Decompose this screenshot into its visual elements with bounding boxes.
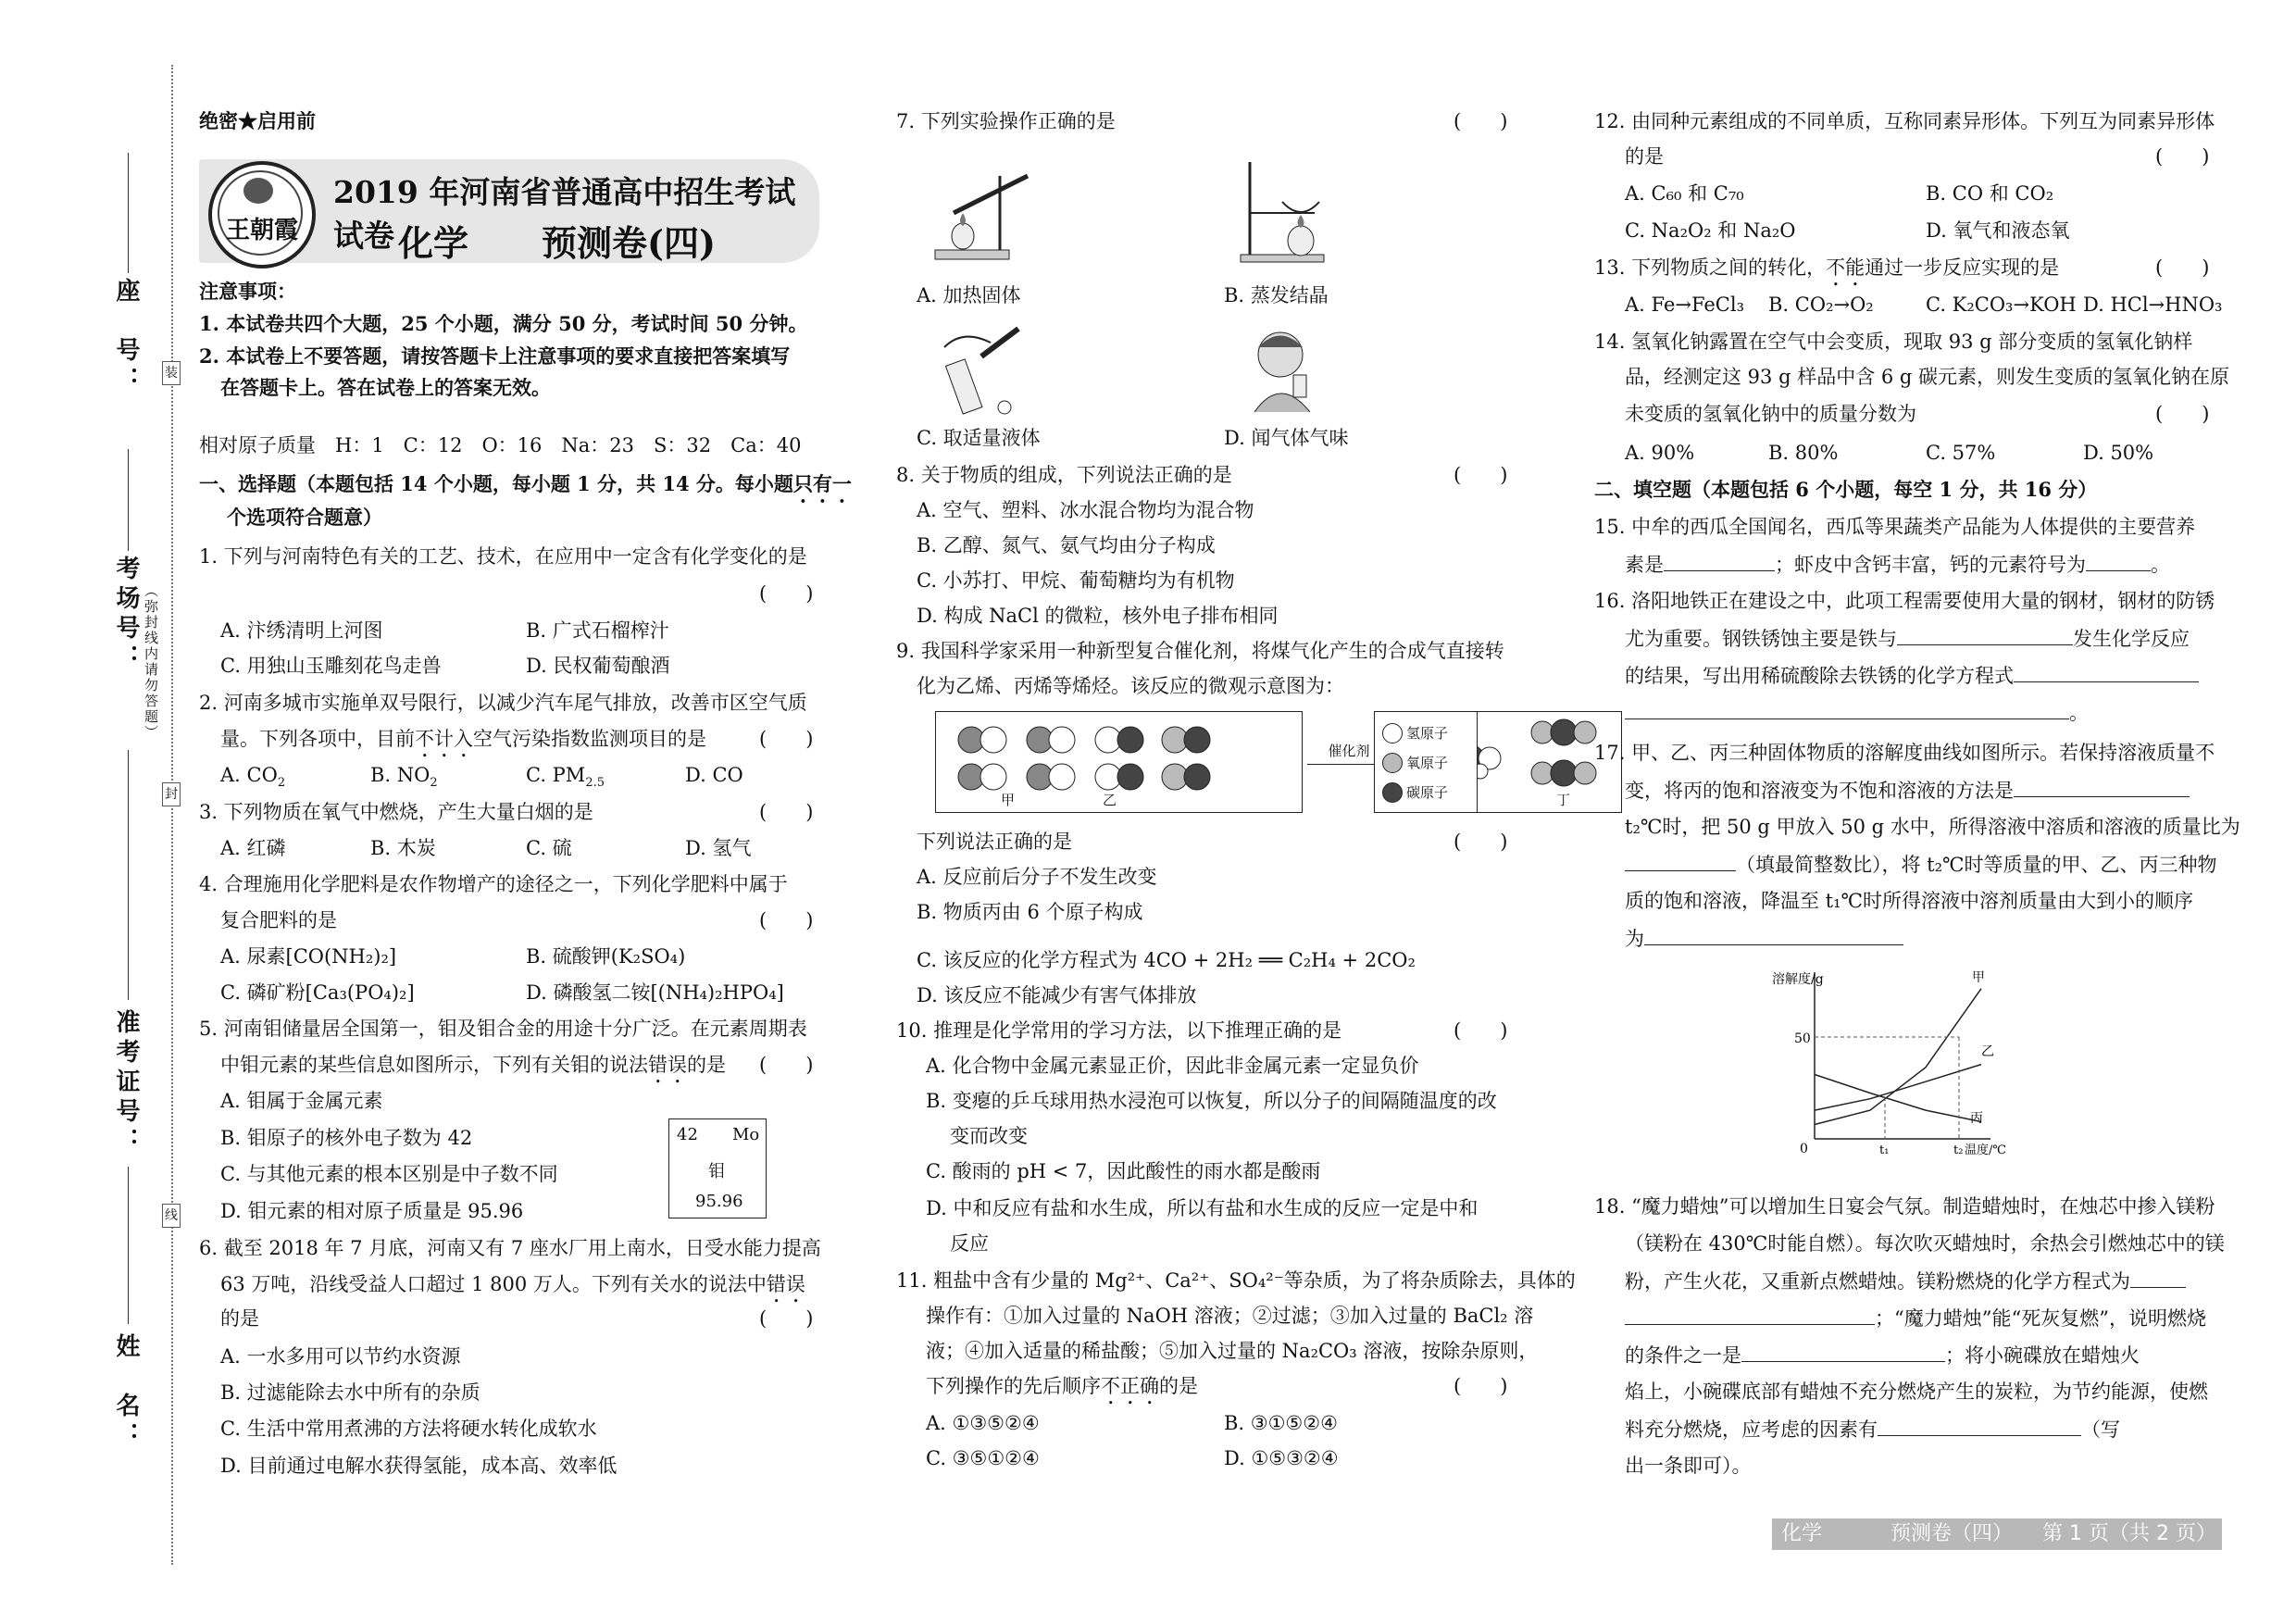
q17-line-b: 变，将丙的饱和溶液变为不饱和溶液的方法是	[1625, 778, 2190, 803]
q6-option-a[interactable]: A. 一水多用可以节约水资源	[220, 1345, 461, 1368]
solubility-chart	[1759, 963, 2006, 1157]
paper-title: 预测卷(四)	[542, 222, 716, 264]
q5-stem-a: 5. 河南钼储量居全国第一，钼及钼合金的用途十分广泛。在元素周期表	[199, 1018, 807, 1040]
q3-option-a[interactable]: A. 红磷	[220, 837, 286, 859]
page-footer	[1772, 1518, 2222, 1550]
q10-option-c[interactable]: C. 酸雨的 pH < 7，因此酸性的雨水都是酸雨	[926, 1160, 1321, 1182]
hydrogen-atom-icon	[1382, 723, 1403, 744]
q17-line-c: t₂℃时，把 50 g 甲放入 50 g 水中，所得溶液中溶质和溶液的质量比为	[1625, 816, 2240, 838]
q10-option-d-cont: 反应	[950, 1232, 989, 1255]
notice-item-1: 1. 本试卷共四个大题，25 个小题，满分 50 分，考试时间 50 分钟。	[199, 312, 808, 335]
q7-option-d[interactable]: D. 闻气体气味	[1224, 427, 1349, 449]
q3-option-d[interactable]: D. 氢气	[685, 837, 752, 859]
q15-line-a: 15. 中牟的西瓜全国闻名，西瓜等果蔬类产品能为人体提供的主要营养	[1594, 516, 2196, 538]
q17-line-e: 质的饱和溶液，降温至 t₁℃时所得溶液中溶剂质量由大到小的顺序	[1625, 890, 2194, 912]
origin-label: 0	[1800, 1142, 1808, 1156]
cell-symbol: Mo	[732, 1125, 760, 1144]
q1-option-d[interactable]: D. 民权葡萄酿酒	[526, 655, 670, 677]
q14-option-c[interactable]: C. 57%	[1926, 442, 1996, 464]
heating-solid-icon	[926, 157, 1037, 273]
q16-line-a: 16. 洛阳地铁正在建设之中，此项工程需要使用大量的钢材，钢材的防锈	[1594, 590, 2215, 612]
q15-blank-1[interactable]	[1664, 552, 1775, 571]
notice-item-2b: 在答题卡上。答在试卷上的答案无效。	[220, 376, 551, 399]
q5-option-c[interactable]: C. 与其他元素的根本区别是中子数不同	[220, 1163, 558, 1185]
q18-line-e: 的条件之一是 ；将小碗碟放在蜡烛火	[1625, 1344, 2140, 1367]
q2-option-c[interactable]: C. $PM_{2.5}$	[526, 764, 605, 791]
footer-page: 第 1 页（共 2 页）	[2042, 1522, 2216, 1545]
q11-answer[interactable]: ( )	[1454, 1375, 1508, 1397]
q18-line-d: ；“魔力蜡烛”能“死灰复燃”，说明燃烧	[1625, 1306, 2206, 1331]
x-tick-t1: t₁	[1879, 1143, 1890, 1157]
q11-stem-c: 液；④加入适量的稀盐酸；⑤加入过量的 Na₂CO₃ 溶液，按除杂原则，	[926, 1340, 1539, 1362]
q13-option-d[interactable]: D. HCl→HNO₃	[2083, 294, 2223, 316]
q12-option-d[interactable]: D. 氧气和液态氧	[1926, 219, 2070, 242]
q9-option-a[interactable]: A. 反应前后分子不发生改变	[917, 866, 1157, 888]
section1-head: 一、选择题（本题包括 14 个小题，每小题 1 分，共 14 分。每小题只有一	[199, 472, 852, 495]
room-line[interactable]	[128, 449, 129, 551]
q14-option-b[interactable]: B. 80%	[1768, 442, 1839, 464]
ticket-line[interactable]	[128, 750, 129, 1000]
seal-mark-2: 封	[162, 782, 181, 806]
atomic-mass: 相对原子质量 H：1 C：12 O：16 Na：23 S：32 Ca：40	[199, 434, 802, 456]
q14-answer[interactable]: ( )	[2155, 403, 2210, 425]
q11-option-a[interactable]: A. ①③⑤②④	[926, 1412, 1040, 1434]
q1-option-c[interactable]: C. 用独山玉雕刻花鸟走兽	[220, 655, 442, 677]
q15-blank-2[interactable]	[2086, 552, 2151, 571]
q11-option-b[interactable]: B. ③①⑤②④	[1224, 1412, 1338, 1434]
q4-option-c[interactable]: C. 磷矿粉[Ca₃(PO₄)₂]	[220, 981, 415, 1004]
seat-label: 座 号：	[112, 278, 140, 396]
q5-option-a[interactable]: A. 钼属于金属元素	[220, 1090, 383, 1112]
q18-line-h: 出一条即可）。	[1625, 1455, 1752, 1477]
q7-stem: 7. 下列实验操作正确的是	[896, 110, 1116, 132]
legend-carbon: 碳原子	[1406, 784, 1449, 801]
q12-stem-a: 12. 由同种元素组成的不同单质，互称同素异形体。下列互为同素异形体	[1594, 110, 2215, 132]
q6-stem-a: 6. 截至 2018 年 7 月底，河南又有 7 座水厂用上南水，日受水能力提高	[199, 1237, 821, 1259]
y-tick-50: 50	[1794, 1031, 1811, 1046]
exam-title: 2019 年河南省普通高中招生考试试卷	[333, 174, 796, 254]
footer-paper: 预测卷（四）	[1890, 1522, 2014, 1545]
q7-answer[interactable]: ( )	[1454, 110, 1508, 132]
q5-option-b[interactable]: B. 钼原子的核外电子数为 42	[220, 1127, 473, 1149]
q4-option-a[interactable]: A. 尿素[CO(NH₂)₂]	[220, 945, 397, 968]
q16-line-b: 尤为重要。钢铁锈蚀主要是铁与 发生化学反应	[1625, 628, 2190, 650]
series-curve-乙	[1815, 1065, 1981, 1111]
q6-stem-b: 63 万吨，沿线受益人口超过 1 800 万人。下列有关水的说法中错误	[220, 1273, 805, 1295]
seat-line[interactable]	[128, 153, 129, 273]
q2-stem-a: 2. 河南多城市实施单双号限行，以减少汽车尾气排放，改善市区空气质	[199, 692, 807, 714]
q13-option-c[interactable]: C. K₂CO₃→KOH	[1926, 294, 2077, 316]
q8-option-b[interactable]: B. 乙醇、氮气、氨气均由分子构成	[917, 534, 1216, 556]
notice-title: 注意事项：	[199, 280, 296, 303]
q8-option-c[interactable]: C. 小苏打、甲烷、葡萄糖均为有机物	[917, 569, 1235, 592]
series-curve-甲	[1815, 989, 1981, 1125]
cell-name: 钼	[708, 1162, 725, 1181]
q5-stem-b: 中钼元素的某些信息如图所示，下列有关钼的说法错误的是	[220, 1054, 726, 1076]
y-axis-label: 溶解度/g	[1772, 972, 1824, 987]
room-label: 考场号：	[112, 556, 140, 674]
dropper-liquid-icon	[926, 319, 1037, 421]
q1-stem: 1. 下列与河南特色有关的工艺、技术，在应用中一定含有化学变化的是	[199, 545, 807, 568]
q4-option-d[interactable]: D. 磷酸氢二铵[(NH₄)₂HPO₄]	[526, 981, 784, 1004]
label-jia: 甲	[1001, 792, 1016, 808]
q1-option-a[interactable]: A. 汴绣清明上河图	[220, 619, 383, 642]
cell-atomic-number: 42	[677, 1125, 698, 1144]
q8-stem: 8. 关于物质的组成，下列说法正确的是	[896, 464, 1232, 486]
q18-line-a: 18. “魔力蜡烛”可以增加生日宴会气氛。制造蜡烛时，在烛芯中掺入镁粉	[1594, 1195, 2215, 1218]
q10-option-b[interactable]: B. 变瘪的乒乓球用热水浸泡可以恢复，所以分子的间隔随温度的改	[926, 1090, 1497, 1112]
q18-line-g: 料充分燃烧，应考虑的因素有 （写	[1625, 1418, 2120, 1441]
ticket-label: 准考证号：	[112, 1009, 140, 1157]
q12-option-c[interactable]: C. Na₂O₂ 和 Na₂O	[1625, 219, 1796, 242]
seal-mark-3: 线	[162, 1204, 181, 1228]
q7-option-b[interactable]: B. 蒸发结晶	[1224, 284, 1329, 306]
q8-answer[interactable]: ( )	[1454, 464, 1508, 486]
q14-stem-a: 14. 氢氧化钠露置在空气中会变质，现取 93 g 部分变质的氢氧化钠样	[1594, 331, 2193, 353]
section1-head-2: 个选项符合题意）	[227, 506, 382, 529]
q18-line-b: （镁粉在 430℃时能自燃）。每次吹灭蜡烛时，余热会引燃烛芯中的镁	[1625, 1232, 2225, 1255]
smelling-gas-icon	[1236, 319, 1338, 421]
q14-stem-b: 品，经测定这 93 g 样品中含 6 g 碳元素，则发生变质的氢氧化钠在原	[1625, 366, 2230, 388]
q11-stem-a: 11. 粗盐中含有少量的 Mg²⁺、Ca²⁺、SO₄²⁻等杂质，为了将杂质除去，具体的	[896, 1269, 1576, 1292]
q1-option-b[interactable]: B. 广式石榴榨汁	[526, 619, 669, 642]
q18-blank-4[interactable]	[1878, 1417, 2081, 1436]
notice-item-2a: 2. 本试卷上不要答题，请按答题卡上注意事项的要求直接把答案填写	[199, 344, 791, 368]
q2-answer[interactable]: ( )	[759, 728, 814, 750]
q9-option-b[interactable]: B. 物质丙由 6 个原子构成	[917, 901, 1143, 923]
carbon-atom-icon	[1382, 782, 1403, 803]
q12-option-b[interactable]: B. CO 和 CO₂	[1926, 182, 2054, 205]
series-label-jia: 甲	[1972, 970, 1985, 985]
logo-seal	[208, 161, 316, 269]
q9-stem-a: 9. 我国科学家采用一种新型复合催化剂，将煤气化产生的合成气直接转	[896, 640, 1504, 662]
q11-option-d[interactable]: D. ①⑤③②④	[1224, 1447, 1339, 1469]
q9-sub-stem: 下列说法正确的是	[917, 831, 1072, 853]
name-label: 姓 名：	[112, 1333, 140, 1452]
legend-hydrogen: 氢原子	[1406, 725, 1449, 742]
q3-option-c[interactable]: C. 硫	[526, 837, 572, 859]
q8-option-a[interactable]: A. 空气、塑料、冰水混合物均为混合物	[917, 499, 1254, 521]
q6-option-d[interactable]: D. 目前通过电解水获得氢能，成本高、效率低	[220, 1455, 618, 1477]
label-yi: 乙	[1103, 792, 1117, 808]
q18-blank-2[interactable]	[1625, 1306, 1875, 1325]
q2-stem-b: 量。下列各项中，目前不计入空气污染指数监测项目的是	[220, 728, 706, 750]
q6-option-b[interactable]: B. 过滤能除去水中所有的杂质	[220, 1381, 480, 1404]
q7-option-a[interactable]: A. 加热固体	[917, 284, 1021, 306]
q16-blank-2[interactable]	[2014, 663, 2199, 682]
q6-option-c[interactable]: C. 生活中常用煮沸的方法将硬水转化成软水	[220, 1418, 597, 1440]
q3-option-b[interactable]: B. 木炭	[370, 837, 436, 859]
x-tick-t2: t₂	[1953, 1143, 1964, 1157]
series-curve-丙	[1815, 1075, 1981, 1122]
q11-stem-d: 下列操作的先后顺序不正确的是	[926, 1375, 1198, 1397]
q10-stem: 10. 推理是化学常用的学习方法，以下推理正确的是	[896, 1019, 1342, 1042]
binding-strip	[0, 0, 185, 1612]
q11-stem-b: 操作有：①加入过量的 NaOH 溶液；②过滤；③加入过量的 BaCl₂ 溶	[926, 1305, 1534, 1327]
q4-stem-a: 4. 合理施用化学肥料是农作物增产的途径之一，下列化学肥料中属于	[199, 873, 788, 895]
q6-answer[interactable]: ( )	[759, 1307, 814, 1330]
q14-stem-c: 未变质的氢氧化钠中的质量分数为	[1625, 403, 1916, 425]
q10-option-d[interactable]: D. 中和反应有盐和水生成，所以有盐和水生成的反应一定是中和	[926, 1197, 1479, 1219]
q10-option-a[interactable]: A. 化合物中金属元素显正价，因此非金属元素一定显负价	[926, 1055, 1419, 1077]
q2-option-d[interactable]: D. CO	[685, 764, 743, 786]
catalyst-label: 催化剂	[1328, 743, 1370, 759]
q4-stem-b: 复合肥料的是	[220, 909, 337, 931]
q13-stem: 13. 下列物质之间的转化，不能通过一步反应实现的是	[1594, 256, 2060, 279]
q17-line-a: 17. 甲、乙、丙三种固体物质的溶解度曲线如图所示。若保持溶液质量不	[1594, 742, 2215, 764]
name-line[interactable]	[128, 1167, 129, 1324]
q8-option-d[interactable]: D. 构成 NaCl 的微粒，核外电子排布相同	[917, 605, 1279, 627]
q18-blank-3[interactable]	[1741, 1343, 1945, 1362]
q16-line-c: 的结果，写出用稀硫酸除去铁锈的化学方程式	[1625, 663, 2199, 688]
legend-oxygen: 氧原子	[1406, 755, 1449, 771]
q16-blank-3[interactable]	[1625, 700, 2069, 719]
q9-stem-b: 化为乙烯、丙烯等烯烃。该反应的微观示意图为：	[917, 675, 1344, 697]
logo-portrait-icon	[243, 178, 273, 204]
oxygen-atom-icon	[1382, 753, 1403, 773]
reaction-diagram	[935, 711, 1303, 813]
q9-option-d[interactable]: D. 该反应不能减少有害气体排放	[917, 984, 1197, 1006]
q11-option-c[interactable]: C. ③⑤①②④	[926, 1447, 1040, 1469]
q14-option-d[interactable]: D. 50%	[2083, 442, 2154, 464]
q13-option-a[interactable]: A. Fe→FeCl₃	[1625, 294, 1745, 316]
q13-answer[interactable]: ( )	[2155, 256, 2210, 279]
title-banner	[199, 159, 819, 263]
q1-answer[interactable]: ( )	[759, 582, 814, 605]
q17-blank-3[interactable]	[1644, 926, 1903, 945]
q4-option-b[interactable]: B. 硫酸钾(K₂SO₄)	[526, 945, 686, 968]
q17-line-f: 为	[1625, 926, 1903, 951]
label-ding: 丁	[1556, 792, 1571, 808]
q2-option-a[interactable]: A. $CO_2$	[220, 764, 286, 791]
q15-line-b: 素是 ；虾皮中含钙丰富，钙的元素符号为 。	[1625, 554, 2170, 576]
section2-head: 二、填空题（本题包括 6 个小题，每空 1 分，共 16 分）	[1594, 478, 2098, 501]
series-label-yi: 乙	[1981, 1044, 1994, 1059]
footer-subject: 化学	[1781, 1522, 1823, 1545]
binding-dotted-line	[171, 65, 173, 1565]
q17-line-d: （填最简整数比），将 t₂℃时等质量的甲、乙、丙三种物	[1625, 852, 2217, 877]
q3-stem: 3. 下列物质在氧气中燃烧，产生大量白烟的是	[199, 801, 593, 823]
q10-option-b-cont: 变而改变	[950, 1125, 1028, 1147]
atom-legend	[1374, 711, 1478, 813]
solubility-series	[1815, 989, 1981, 1125]
q9-answer[interactable]: ( )	[1454, 831, 1508, 853]
q18-line-f: 焰上，小碗碟底部有蜡烛不充分燃烧产生的炭粒，为节约能源，使燃	[1625, 1381, 2208, 1403]
q12-answer[interactable]: ( )	[2155, 145, 2210, 168]
series-label-bing: 丙	[1970, 1111, 1983, 1126]
q10-answer[interactable]: ( )	[1454, 1019, 1508, 1042]
q17-blank-2[interactable]	[1625, 852, 1736, 871]
q5-answer[interactable]: ( )	[759, 1054, 814, 1076]
q14-option-a[interactable]: A. 90%	[1625, 442, 1695, 464]
cell-mass: 95.96	[695, 1192, 743, 1211]
secret-label: 绝密★启用前	[199, 109, 316, 132]
subject-title: 化学	[398, 222, 469, 264]
q3-answer[interactable]: ( )	[759, 801, 814, 823]
q12-stem-b: 的是	[1625, 145, 1664, 168]
no-answer-warning: （弥封线内请勿答题）	[143, 583, 159, 741]
seal-mark-1: 装	[162, 361, 181, 385]
x-axis-label: 温度/℃	[1965, 1143, 2006, 1157]
q9-option-c[interactable]: C. 该反应的化学方程式为 4CO + 2H₂ ══ C₂H₄ + 2CO₂	[917, 949, 1416, 971]
q18-line-c: 粉，产生火花，又重新点燃蜡烛。镁粉燃烧的化学方程式为	[1625, 1268, 2186, 1293]
q18-blank-1[interactable]	[2130, 1268, 2186, 1288]
reactant-molecules	[936, 712, 1302, 812]
q4-answer[interactable]: ( )	[759, 909, 814, 931]
q16-line-d: 。	[1625, 700, 2089, 725]
q17-blank-1[interactable]	[2014, 778, 2190, 797]
q16-blank-1[interactable]	[1897, 626, 2073, 645]
q7-option-c[interactable]: C. 取适量液体	[917, 427, 1041, 449]
logo-text: 王朝霞	[225, 217, 298, 244]
q13-option-b[interactable]: B. CO₂→O₂	[1768, 294, 1874, 316]
element-cell-mo	[668, 1118, 767, 1218]
q5-option-d[interactable]: D. 钼元素的相对原子质量是 95.96	[220, 1200, 524, 1222]
q2-option-b[interactable]: B. $NO_2$	[370, 764, 438, 791]
q6-stem-c: 的是	[220, 1307, 259, 1330]
evaporation-icon	[1231, 157, 1342, 273]
q12-option-a[interactable]: A. C₆₀ 和 C₇₀	[1625, 182, 1744, 205]
